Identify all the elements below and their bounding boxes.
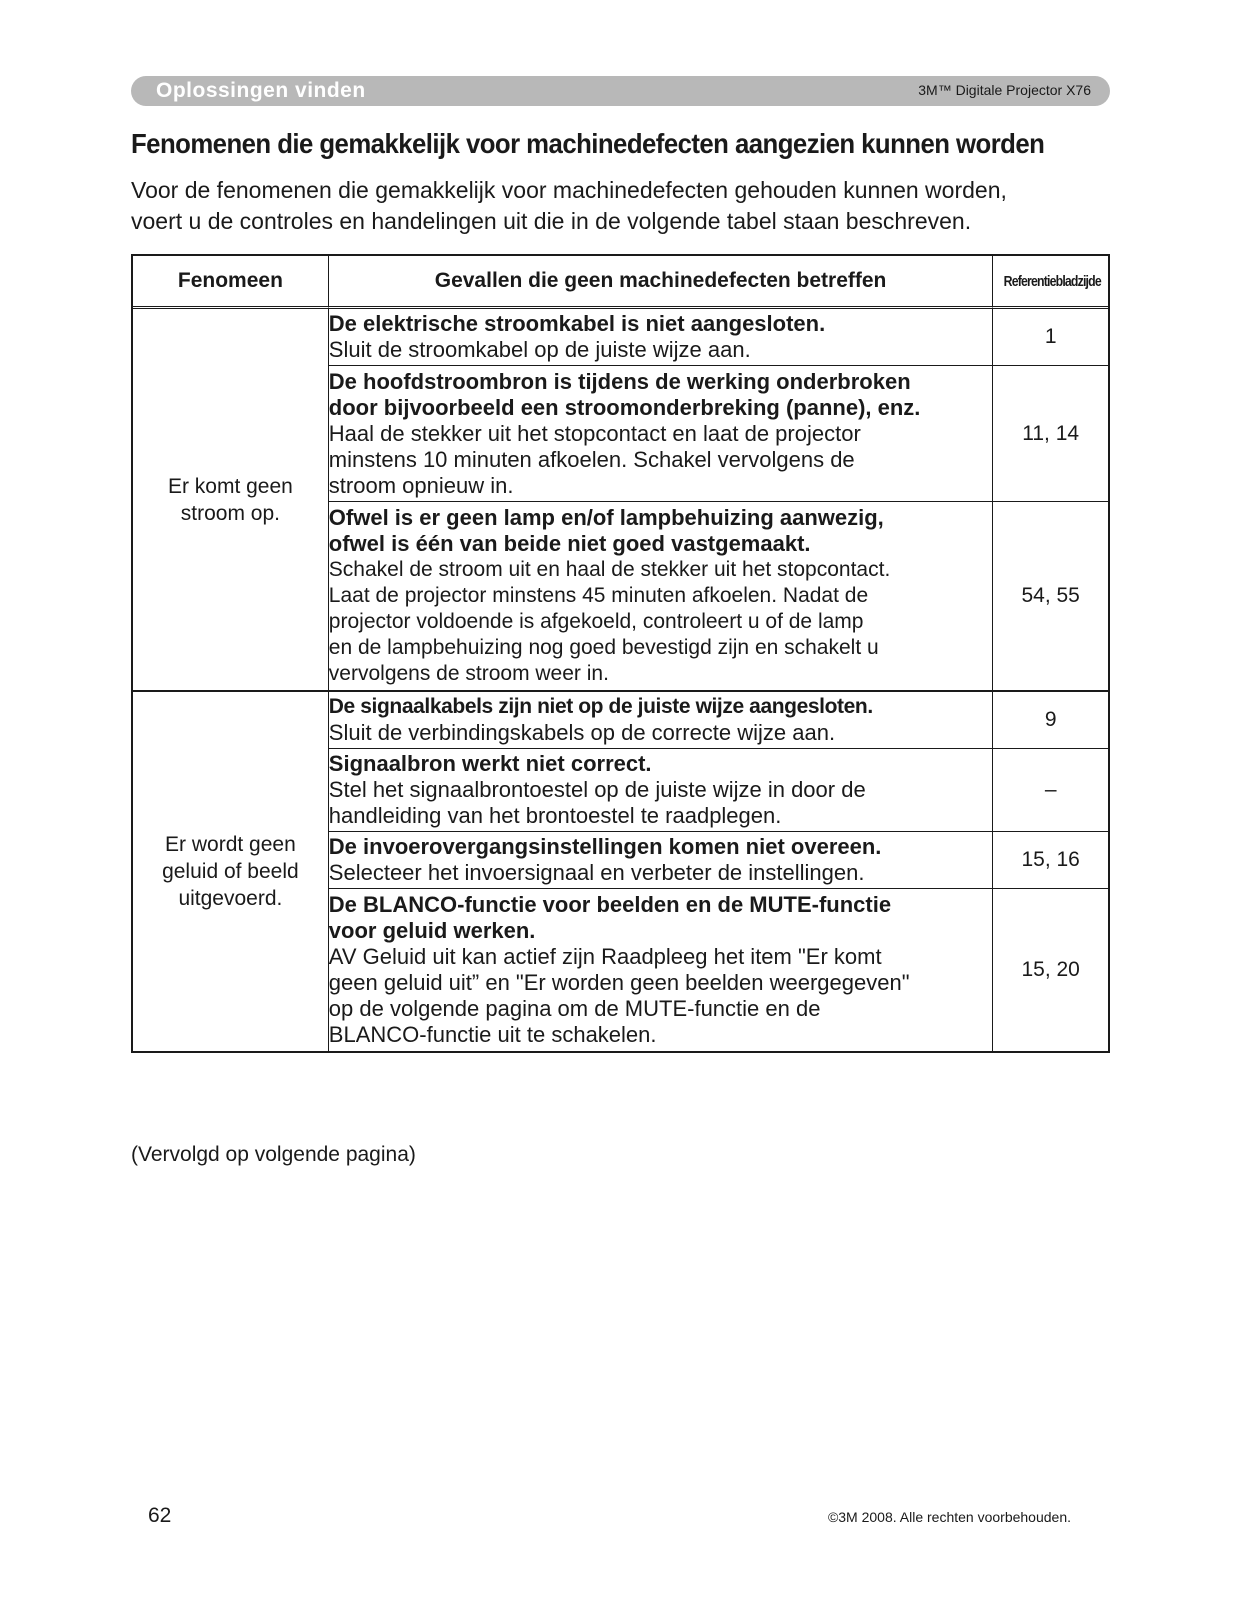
column-header-reference bbox=[993, 256, 1108, 309]
table-row bbox=[133, 692, 1108, 749]
case-cell bbox=[329, 832, 994, 889]
case-description: handleiding van het brontoestel te raadplegen. bbox=[328, 803, 782, 828]
phenomenon-line: Er wordt geen bbox=[165, 833, 296, 856]
case-description: BLANCO-functie uit te schakelen. bbox=[328, 1022, 657, 1047]
column-header-phenomenon: Fenomeen bbox=[133, 256, 329, 309]
reference-page: 9 bbox=[993, 692, 1108, 749]
table-body bbox=[133, 309, 1108, 1051]
phenomenon-line: geluid of beeld bbox=[162, 860, 299, 883]
case-description: vervolgens de stroom weer in. bbox=[328, 662, 609, 685]
case-description: Laat de projector minstens 45 minuten afkoelen. Nadat de bbox=[328, 584, 869, 607]
case-title: De signaalkabels zijn niet op de juiste wijze aangesloten. bbox=[328, 695, 873, 718]
reference-page: 1 bbox=[993, 309, 1108, 366]
case-cell bbox=[329, 309, 994, 366]
reference-page: 11, 14 bbox=[993, 366, 1108, 502]
case-cell bbox=[329, 889, 994, 1051]
case-description: Selecteer het invoersignaal en verbeter de instellingen. bbox=[328, 860, 865, 885]
phenomenon-line: uitgevoerd. bbox=[178, 887, 283, 910]
case-description: Schakel de stroom uit en haal de stekker uit het stopcontact. bbox=[328, 558, 891, 581]
case-title: voor geluid werken. bbox=[328, 918, 536, 943]
continued-note: (Vervolgd op volgende pagina) bbox=[131, 1143, 416, 1166]
case-cell bbox=[329, 366, 994, 502]
case-cell bbox=[329, 749, 994, 832]
case-description: en de lampbehuizing nog goed bevestigd zijn en schakelt u bbox=[328, 636, 879, 659]
header-product-name: 3M™ Digitale Projector X76 bbox=[918, 82, 1091, 98]
reference-page: 54, 55 bbox=[993, 502, 1108, 692]
case-title: De elektrische stroomkabel is niet aangesloten. bbox=[328, 311, 826, 336]
case-description: stroom opnieuw in. bbox=[328, 472, 514, 498]
table-row bbox=[133, 309, 1108, 366]
phenomenon-line: stroom op. bbox=[180, 501, 280, 525]
page-number: 62 bbox=[148, 1504, 172, 1527]
case-cell bbox=[329, 692, 994, 749]
case-cell bbox=[329, 502, 994, 692]
page-heading: Fenomenen die gemakkelijk voor machinedefecten aangezien kunnen worden bbox=[131, 128, 1045, 159]
case-title: door bijvoorbeeld een stroomonderbreking (panne), enz. bbox=[328, 394, 921, 420]
intro-paragraph bbox=[131, 175, 1121, 237]
case-description: AV Geluid uit kan actief zijn Raadpleeg het item "Er komt bbox=[328, 944, 882, 969]
case-title: Ofwel is er geen lamp en/of lampbehuizing aanwezig, bbox=[328, 505, 884, 530]
case-description: op de volgende pagina om de MUTE-functie en de bbox=[328, 996, 821, 1021]
reference-page: 15, 20 bbox=[1021, 958, 1080, 981]
reference-page: 15, 16 bbox=[993, 832, 1108, 889]
phenomenon-line: Er komt geen bbox=[167, 474, 293, 498]
case-description: Sluit de stroomkabel op de juiste wijze aan. bbox=[328, 337, 751, 362]
troubleshooting-table bbox=[131, 254, 1110, 1053]
intro-line: voert u de controles en handelingen uit die in de volgende tabel staan beschreven. bbox=[131, 208, 972, 234]
case-description: Stel het signaalbrontoestel op de juiste wijze in door de bbox=[328, 777, 866, 802]
case-description: geen geluid uit” en "Er worden geen beelden weergegeven" bbox=[328, 970, 910, 995]
phenomenon-cell bbox=[133, 692, 329, 1051]
case-title: Signaalbron werkt niet correct. bbox=[328, 751, 652, 776]
column-header-cases: Gevallen die geen machinedefecten betreffen bbox=[329, 256, 994, 309]
table-header-row bbox=[133, 256, 1108, 309]
case-title: De invoerovergangsinstellingen komen niet overeen. bbox=[328, 834, 882, 859]
phenomenon-cell bbox=[133, 309, 329, 692]
intro-line: Voor de fenomenen die gemakkelijk voor machinedefecten gehouden kunnen worden, bbox=[131, 177, 1007, 203]
case-description: projector voldoende is afgekoeld, controleert u of de lamp bbox=[328, 610, 864, 633]
copyright-notice: ©3M 2008. Alle rechten voorbehouden. bbox=[827, 1509, 1071, 1525]
case-description: minstens 10 minuten afkoelen. Schakel vervolgens de bbox=[328, 446, 855, 472]
header-section-title: Oplossingen vinden bbox=[156, 79, 366, 102]
case-description: Sluit de verbindingskabels op de correcte wijze aan. bbox=[328, 720, 836, 745]
reference-page: – bbox=[993, 749, 1108, 832]
case-title: De hoofdstroombron is tijdens de werking onderbroken bbox=[328, 368, 911, 394]
case-title: De BLANCO-functie voor beelden en de MUTE-functie bbox=[328, 892, 892, 917]
case-title: ofwel is één van beide niet goed vastgemaakt. bbox=[328, 531, 811, 556]
case-description: Haal de stekker uit het stopcontact en laat de projector bbox=[328, 420, 861, 446]
column-header-reference-label: Referentiebladzijde bbox=[1003, 272, 1102, 290]
